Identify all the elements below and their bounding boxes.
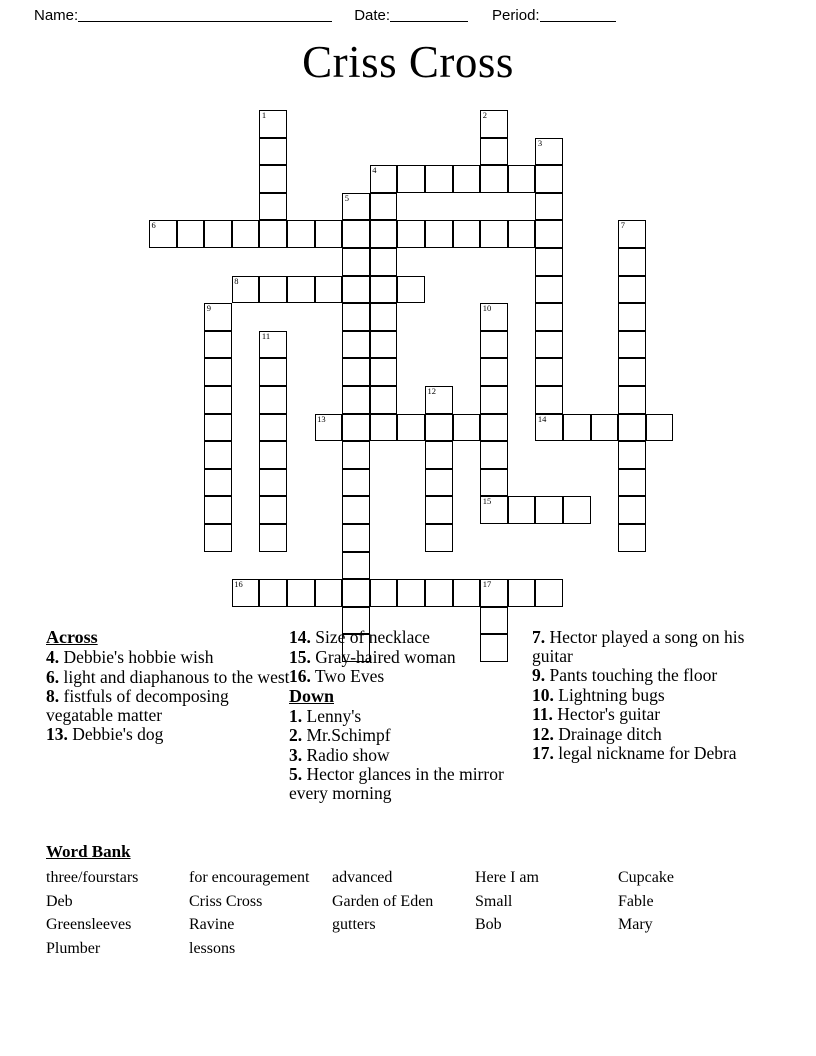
- clue-down-12: [532, 725, 776, 744]
- clue-text: Lenny's: [302, 705, 362, 726]
- grid-cell[interactable]: [535, 165, 563, 193]
- clues-column-3: [532, 628, 776, 764]
- grid-cell[interactable]: [204, 331, 232, 359]
- word-bank-empty: [618, 937, 746, 961]
- clue-number: 14.: [289, 627, 311, 647]
- cell-number: 15: [482, 496, 492, 507]
- clue-across-4: [46, 648, 291, 667]
- grid-cell[interactable]: [342, 303, 370, 331]
- grid-cell[interactable]: [508, 496, 536, 524]
- cell-number: 5: [344, 192, 349, 203]
- clue-down-1: [289, 707, 534, 726]
- grid-cell[interactable]: [204, 496, 232, 524]
- grid-cell[interactable]: [618, 276, 646, 304]
- grid-cell[interactable]: [480, 358, 508, 386]
- clue-text: fistfuls of decomposing vegatable matter: [46, 686, 229, 725]
- clue-number: 15.: [289, 646, 311, 667]
- grid-cell[interactable]: [259, 524, 287, 552]
- grid-cell[interactable]: [535, 358, 563, 386]
- clue-number: 10.: [532, 684, 554, 705]
- clue-text: Hector played a song on his guitar: [532, 627, 745, 666]
- grid-cell[interactable]: [425, 469, 453, 497]
- clue-down-9: [532, 666, 776, 685]
- clue-across-14: [289, 628, 534, 647]
- grid-cell-9[interactable]: [204, 303, 232, 331]
- clue-text: Radio show: [302, 744, 390, 765]
- cell-number: 10: [482, 303, 492, 314]
- grid-cell[interactable]: [204, 220, 232, 248]
- grid-cell[interactable]: [453, 414, 481, 442]
- grid-cell[interactable]: [563, 496, 591, 524]
- period-blank-line[interactable]: [540, 8, 616, 22]
- grid-cell[interactable]: [508, 165, 536, 193]
- grid-cell[interactable]: [259, 386, 287, 414]
- grid-cell[interactable]: [342, 386, 370, 414]
- clue-number: 7.: [532, 627, 546, 647]
- word-bank-entry[interactable]: three/fourstars: [46, 869, 139, 886]
- word-bank-table: [46, 866, 746, 960]
- grid-cell[interactable]: [342, 248, 370, 276]
- clue-text: Debbie's hobbie wish: [59, 647, 214, 668]
- grid-cell[interactable]: [287, 220, 315, 248]
- word-bank-entry[interactable]: for encouragement: [189, 869, 310, 886]
- grid-cell-3[interactable]: [535, 138, 563, 166]
- grid-cell[interactable]: [480, 469, 508, 497]
- grid-cell[interactable]: [646, 414, 674, 442]
- cell-number: 16: [234, 579, 243, 590]
- clue-number: 17.: [532, 743, 554, 764]
- grid-cell[interactable]: [425, 441, 453, 469]
- grid-cell[interactable]: [342, 552, 370, 580]
- grid-cell[interactable]: [480, 220, 508, 248]
- cell-number: 6: [151, 220, 156, 231]
- clue-number: 12.: [532, 723, 554, 744]
- grid-cell-13[interactable]: [315, 414, 343, 442]
- grid-cell[interactable]: [342, 441, 370, 469]
- clue-number: 9.: [532, 665, 546, 686]
- grid-cell[interactable]: [370, 386, 398, 414]
- clue-number: 2.: [289, 725, 303, 746]
- grid-cell[interactable]: [342, 414, 370, 442]
- cell-number: 8: [234, 275, 239, 286]
- grid-cell[interactable]: [535, 386, 563, 414]
- word-bank-entry[interactable]: Ravine: [189, 916, 235, 934]
- name-blank-line[interactable]: [78, 8, 332, 22]
- grid-cell-2[interactable]: [480, 110, 508, 138]
- grid-cell[interactable]: [591, 414, 619, 442]
- clue-text: Hector glances in the mirror every morning: [289, 764, 504, 803]
- grid-cell[interactable]: [397, 276, 425, 304]
- grid-cell[interactable]: [204, 358, 232, 386]
- grid-cell[interactable]: [315, 276, 343, 304]
- word-bank-entry[interactable]: Deb: [46, 892, 73, 910]
- worksheet-header: [0, 0, 816, 30]
- grid-cell[interactable]: [370, 220, 398, 248]
- clue-across-16: [289, 667, 534, 686]
- grid-cell[interactable]: [259, 358, 287, 386]
- clue-down-17: [532, 744, 776, 763]
- grid-cell[interactable]: [453, 579, 481, 607]
- cell-number: 1: [261, 110, 267, 120]
- grid-cell[interactable]: [315, 579, 343, 607]
- clue-number: 8.: [46, 686, 60, 707]
- grid-cell[interactable]: [370, 248, 398, 276]
- grid-cell[interactable]: [480, 165, 508, 193]
- grid-cell[interactable]: [618, 414, 646, 442]
- grid-cell[interactable]: [397, 414, 425, 442]
- word-bank-entry[interactable]: Bob: [475, 916, 502, 934]
- word-bank-entry[interactable]: Small: [475, 892, 513, 910]
- clue-down-5: [289, 765, 534, 802]
- crossword-grid: [149, 110, 679, 625]
- cell-number: 3: [537, 137, 543, 148]
- clue-text: Debbie's dog: [67, 724, 164, 745]
- grid-cell[interactable]: [535, 220, 563, 248]
- across-heading: Across: [46, 627, 98, 647]
- word-bank-section: [46, 842, 776, 960]
- grid-cell[interactable]: [618, 331, 646, 359]
- grid-cell[interactable]: [342, 579, 370, 607]
- clue-down-11: [532, 705, 776, 724]
- grid-cell[interactable]: [535, 248, 563, 276]
- grid-cell[interactable]: [535, 193, 563, 221]
- word-bank-entry[interactable]: Greensleeves: [46, 916, 132, 934]
- clues-column-1: [46, 628, 291, 745]
- cell-number: 17: [482, 579, 492, 590]
- clue-text: Size of necklace: [310, 627, 430, 647]
- clue-text: Pants touching the floor: [545, 665, 718, 686]
- grid-cell[interactable]: [618, 386, 646, 414]
- grid-cell-17[interactable]: [480, 579, 508, 607]
- grid-cell-11[interactable]: [259, 331, 287, 359]
- grid-cell[interactable]: [259, 414, 287, 442]
- grid-cell[interactable]: [425, 414, 453, 442]
- grid-cell[interactable]: [480, 414, 508, 442]
- grid-cell[interactable]: [397, 579, 425, 607]
- grid-cell[interactable]: [480, 138, 508, 166]
- grid-cell[interactable]: [480, 386, 508, 414]
- grid-cell[interactable]: [425, 165, 453, 193]
- word-bank-entry[interactable]: Fable: [618, 892, 654, 910]
- grid-cell[interactable]: [618, 303, 646, 331]
- grid-cell[interactable]: [259, 579, 287, 607]
- word-bank-row: [46, 913, 746, 937]
- clue-across-6: [46, 668, 291, 687]
- grid-cell-1[interactable]: [259, 110, 287, 138]
- cell-number: 13: [317, 413, 326, 424]
- grid-cell[interactable]: [425, 496, 453, 524]
- period-label: Period:: [492, 6, 540, 24]
- grid-cell[interactable]: [342, 496, 370, 524]
- grid-cell[interactable]: [618, 469, 646, 497]
- clue-down-7: [532, 628, 776, 665]
- grid-cell-10[interactable]: [480, 303, 508, 331]
- grid-cell[interactable]: [535, 331, 563, 359]
- clue-across-15: [289, 648, 534, 667]
- word-bank-entry[interactable]: lessons: [189, 939, 236, 957]
- grid-cell[interactable]: [563, 414, 591, 442]
- clue-number: 13.: [46, 724, 68, 745]
- word-bank-row: [46, 890, 746, 914]
- grid-cell[interactable]: [397, 220, 425, 248]
- grid-cell[interactable]: [425, 220, 453, 248]
- clue-text: Two Eves: [310, 666, 385, 687]
- grid-cell[interactable]: [204, 386, 232, 414]
- grid-cell[interactable]: [425, 579, 453, 607]
- clue-text: Drainage ditch: [553, 723, 662, 744]
- clue-down-3: [289, 746, 534, 765]
- grid-cell[interactable]: [259, 165, 287, 193]
- clue-number: 6.: [46, 666, 60, 687]
- word-bank-entry[interactable]: Here I am: [475, 869, 539, 886]
- cell-number: 7: [620, 220, 625, 231]
- word-bank-entry[interactable]: Criss Cross: [189, 892, 263, 910]
- grid-cell[interactable]: [618, 496, 646, 524]
- grid-cell-12[interactable]: [425, 386, 453, 414]
- grid-cell[interactable]: [370, 331, 398, 359]
- clue-number: 4.: [46, 647, 60, 668]
- clue-text: Hector's guitar: [552, 704, 661, 725]
- grid-cell[interactable]: [259, 193, 287, 221]
- word-bank-row: [46, 937, 746, 961]
- clue-text: Gray-haired woman: [310, 646, 456, 667]
- grid-cell[interactable]: [618, 358, 646, 386]
- grid-cell[interactable]: [342, 331, 370, 359]
- grid-cell-5[interactable]: [342, 193, 370, 221]
- date-blank-line[interactable]: [390, 8, 468, 22]
- grid-cell[interactable]: [342, 469, 370, 497]
- grid-cell[interactable]: [397, 165, 425, 193]
- grid-cell[interactable]: [370, 358, 398, 386]
- grid-cell[interactable]: [287, 276, 315, 304]
- grid-cell[interactable]: [259, 496, 287, 524]
- grid-cell[interactable]: [535, 496, 563, 524]
- grid-cell-4[interactable]: [370, 165, 398, 193]
- grid-cell[interactable]: [259, 276, 287, 304]
- grid-cell[interactable]: [480, 331, 508, 359]
- grid-cell[interactable]: [535, 579, 563, 607]
- clue-across-13: [46, 725, 291, 744]
- grid-cell[interactable]: [535, 276, 563, 304]
- grid-cell[interactable]: [342, 358, 370, 386]
- cell-number: 2: [482, 110, 487, 120]
- grid-cell-16[interactable]: [232, 579, 260, 607]
- word-bank-heading: Word Bank: [46, 842, 131, 861]
- cell-number: 11: [261, 330, 271, 341]
- clue-text: Mr.Schimpf: [302, 725, 391, 746]
- grid-cell[interactable]: [177, 220, 205, 248]
- grid-cell[interactable]: [342, 220, 370, 248]
- grid-cell[interactable]: [370, 414, 398, 442]
- grid-cell[interactable]: [315, 220, 343, 248]
- down-heading: Down: [289, 685, 335, 706]
- clue-number: 1.: [289, 705, 303, 726]
- grid-cell-7[interactable]: [618, 220, 646, 248]
- grid-cell[interactable]: [259, 441, 287, 469]
- word-bank-entry[interactable]: advanced: [332, 869, 393, 886]
- grid-cell-8[interactable]: [232, 276, 260, 304]
- grid-cell[interactable]: [370, 193, 398, 221]
- grid-cell[interactable]: [480, 441, 508, 469]
- name-label: Name:: [34, 6, 79, 24]
- clue-down-2: [289, 726, 534, 745]
- grid-cell[interactable]: [425, 524, 453, 552]
- grid-cell[interactable]: [204, 414, 232, 442]
- grid-cell[interactable]: [453, 165, 481, 193]
- cell-number: 12: [427, 386, 436, 396]
- grid-cell[interactable]: [259, 469, 287, 497]
- word-bank-entry[interactable]: gutters: [332, 916, 376, 934]
- grid-cell[interactable]: [232, 220, 260, 248]
- cell-number: 14: [537, 413, 547, 424]
- clues-column-2: [289, 628, 534, 803]
- clue-across-8: [46, 687, 291, 724]
- clue-number: 11.: [532, 704, 553, 725]
- grid-cell-6[interactable]: [149, 220, 177, 248]
- word-bank-entry[interactable]: Cupcake: [618, 869, 674, 886]
- grid-cell[interactable]: [508, 220, 536, 248]
- grid-cell[interactable]: [370, 579, 398, 607]
- grid-cell[interactable]: [342, 276, 370, 304]
- grid-cell[interactable]: [204, 441, 232, 469]
- grid-cell[interactable]: [204, 469, 232, 497]
- clue-text: legal nickname for Debra: [553, 743, 737, 764]
- grid-cell[interactable]: [535, 303, 563, 331]
- word-bank-empty: [332, 937, 475, 961]
- clue-text: light and diaphanous to the west: [59, 666, 290, 687]
- word-bank-empty: [475, 937, 618, 961]
- cell-number: 4: [372, 165, 377, 176]
- grid-cell[interactable]: [204, 524, 232, 552]
- clue-number: 5.: [289, 764, 303, 785]
- grid-cell[interactable]: [370, 276, 398, 304]
- grid-cell-15[interactable]: [480, 496, 508, 524]
- grid-cell[interactable]: [618, 524, 646, 552]
- grid-cell[interactable]: [453, 220, 481, 248]
- page-title: Criss Cross: [302, 37, 514, 87]
- grid-cell[interactable]: [259, 220, 287, 248]
- word-bank-entry[interactable]: Mary: [618, 916, 653, 934]
- word-bank-entry[interactable]: Plumber: [46, 939, 101, 957]
- clues-section: [46, 628, 776, 833]
- clue-text: Lightning bugs: [553, 684, 665, 705]
- grid-cell[interactable]: [508, 579, 536, 607]
- grid-cell[interactable]: [259, 138, 287, 166]
- word-bank-entry[interactable]: Garden of Eden: [332, 892, 434, 910]
- grid-cell-14[interactable]: [535, 414, 563, 442]
- date-label: Date:: [354, 6, 391, 24]
- word-bank-row: [46, 866, 746, 890]
- clue-down-10: [532, 686, 776, 705]
- cell-number: 9: [206, 303, 211, 314]
- grid-cell[interactable]: [618, 248, 646, 276]
- grid-cell[interactable]: [618, 441, 646, 469]
- grid-cell[interactable]: [287, 579, 315, 607]
- clue-number: 3.: [289, 744, 303, 765]
- clue-number: 16.: [289, 666, 311, 687]
- grid-cell[interactable]: [342, 524, 370, 552]
- grid-cell[interactable]: [370, 303, 398, 331]
